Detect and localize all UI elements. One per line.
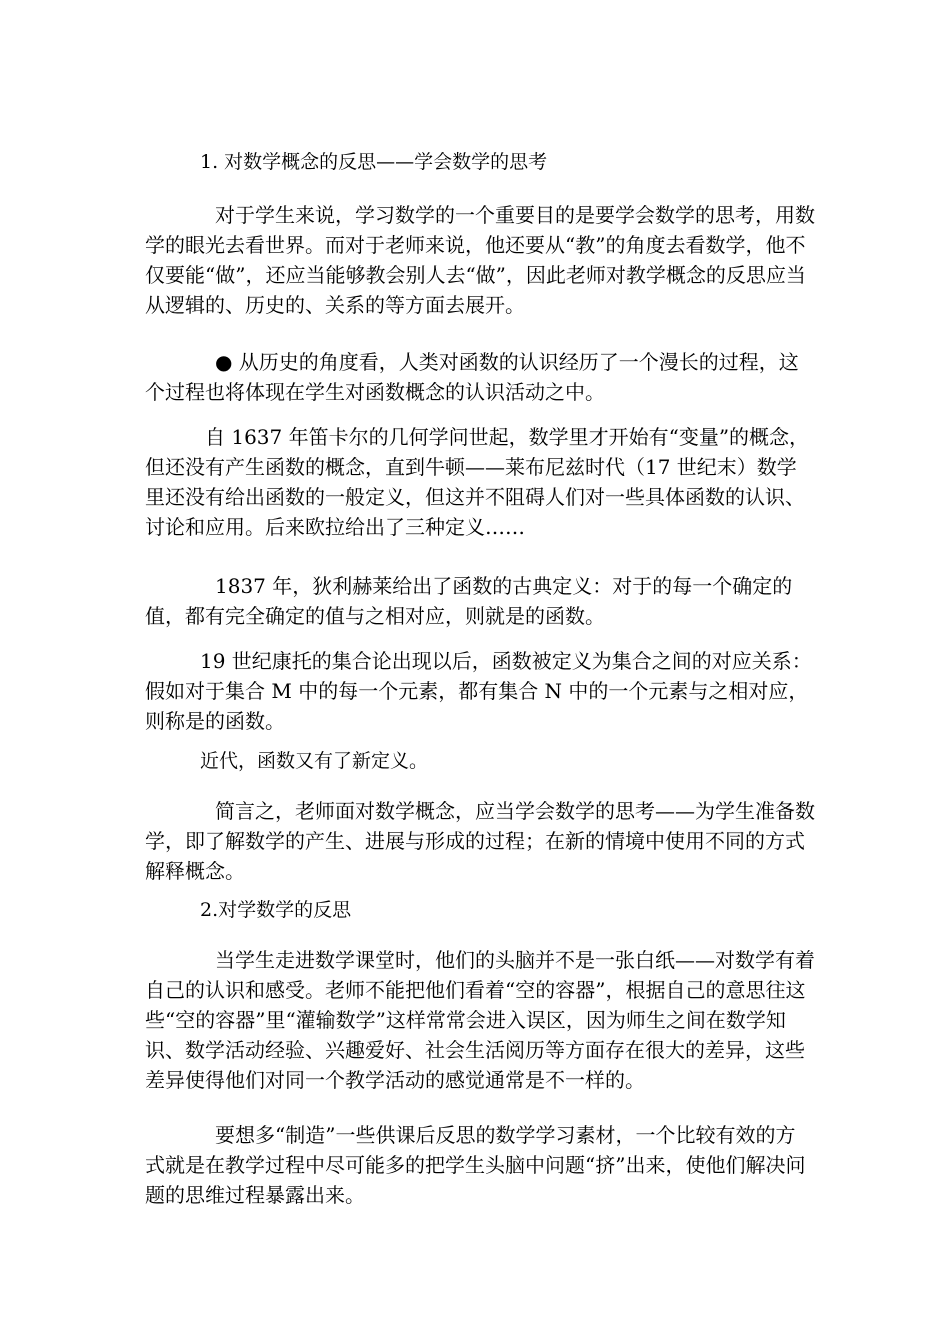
section-heading-2: 2.对学数学的反思 (200, 899, 352, 921)
paragraph-summary: 简言之，老师面对数学概念，应当学会数学的思考——为学生准备数学，即了解数学的产生、进展与形成的过程；在新的情境中使用不同的方式解释概念。 (145, 799, 815, 883)
paragraph-dirichlet: 1837 年，狄利赫莱给出了函数的古典定义：对于的每一个确定的值，都有完全确定的值与之相对应，则就是的函数。 (145, 574, 793, 628)
section-heading-1: 1. 对数学概念的反思——学会数学的思考 (200, 151, 548, 173)
paragraph-student-mind: 当学生走进数学课堂时，他们的头脑并不是一张白纸——对数学有着自己的认识和感受。老师不能把他们看着“空的容器”，根据自己的意思往这些“空的容器”里“灌输数学”这样常常会进入误区，因为师生之间在数学知识、数学活动经验、兴趣爱好、社会生活阅历等方面存在很大的差异，这些差异使得他们对同一个教学活动的感觉通常是不一样的。 (145, 948, 815, 1092)
paragraph-historical-view: ● 从历史的角度看，人类对函数的认识经历了一个漫长的过程，这个过程也将体现在学生对函数概念的认识活动之中。 (145, 350, 799, 404)
paragraph-descartes: 自 1637 年笛卡尔的几何学问世起，数学里才开始有“变量”的概念，但还没有产生函数的概念，直到牛顿——莱布尼兹时代（17 世纪末）数学里还没有给出函数的一般定义，但这并不阻碍人们对一些具体函数的认识、讨论和应用。后来欧拉给出了三种定义…… (145, 425, 810, 539)
paragraph-cantor: 19 世纪康托的集合论出现以后，函数被定义为集合之间的对应关系：假如对于集合 M 中的每一个元素，都有集合 N 中的一个元素与之相对应，则称是的函数。 (145, 649, 812, 733)
paragraph-reflection-material: 要想多“制造”一些供课后反思的数学学习素材，一个比较有效的方式就是在教学过程中尽可能多的把学生头脑中问题“挤”出来，使他们解决问题的思维过程暴露出来。 (145, 1123, 806, 1207)
paragraph-modern-definition: 近代，函数又有了新定义。 (200, 750, 429, 772)
paragraph-learning-goal: 对于学生来说，学习数学的一个重要目的是要学会数学的思考，用数学的眼光去看世界。而对于老师来说，他还要从“教”的角度去看数学，他不仅要能“做”，还应当能够教会别人去“做”，因此老师对教学概念的反思应当从逻辑的、历史的、关系的等方面去展开。 (145, 203, 815, 317)
